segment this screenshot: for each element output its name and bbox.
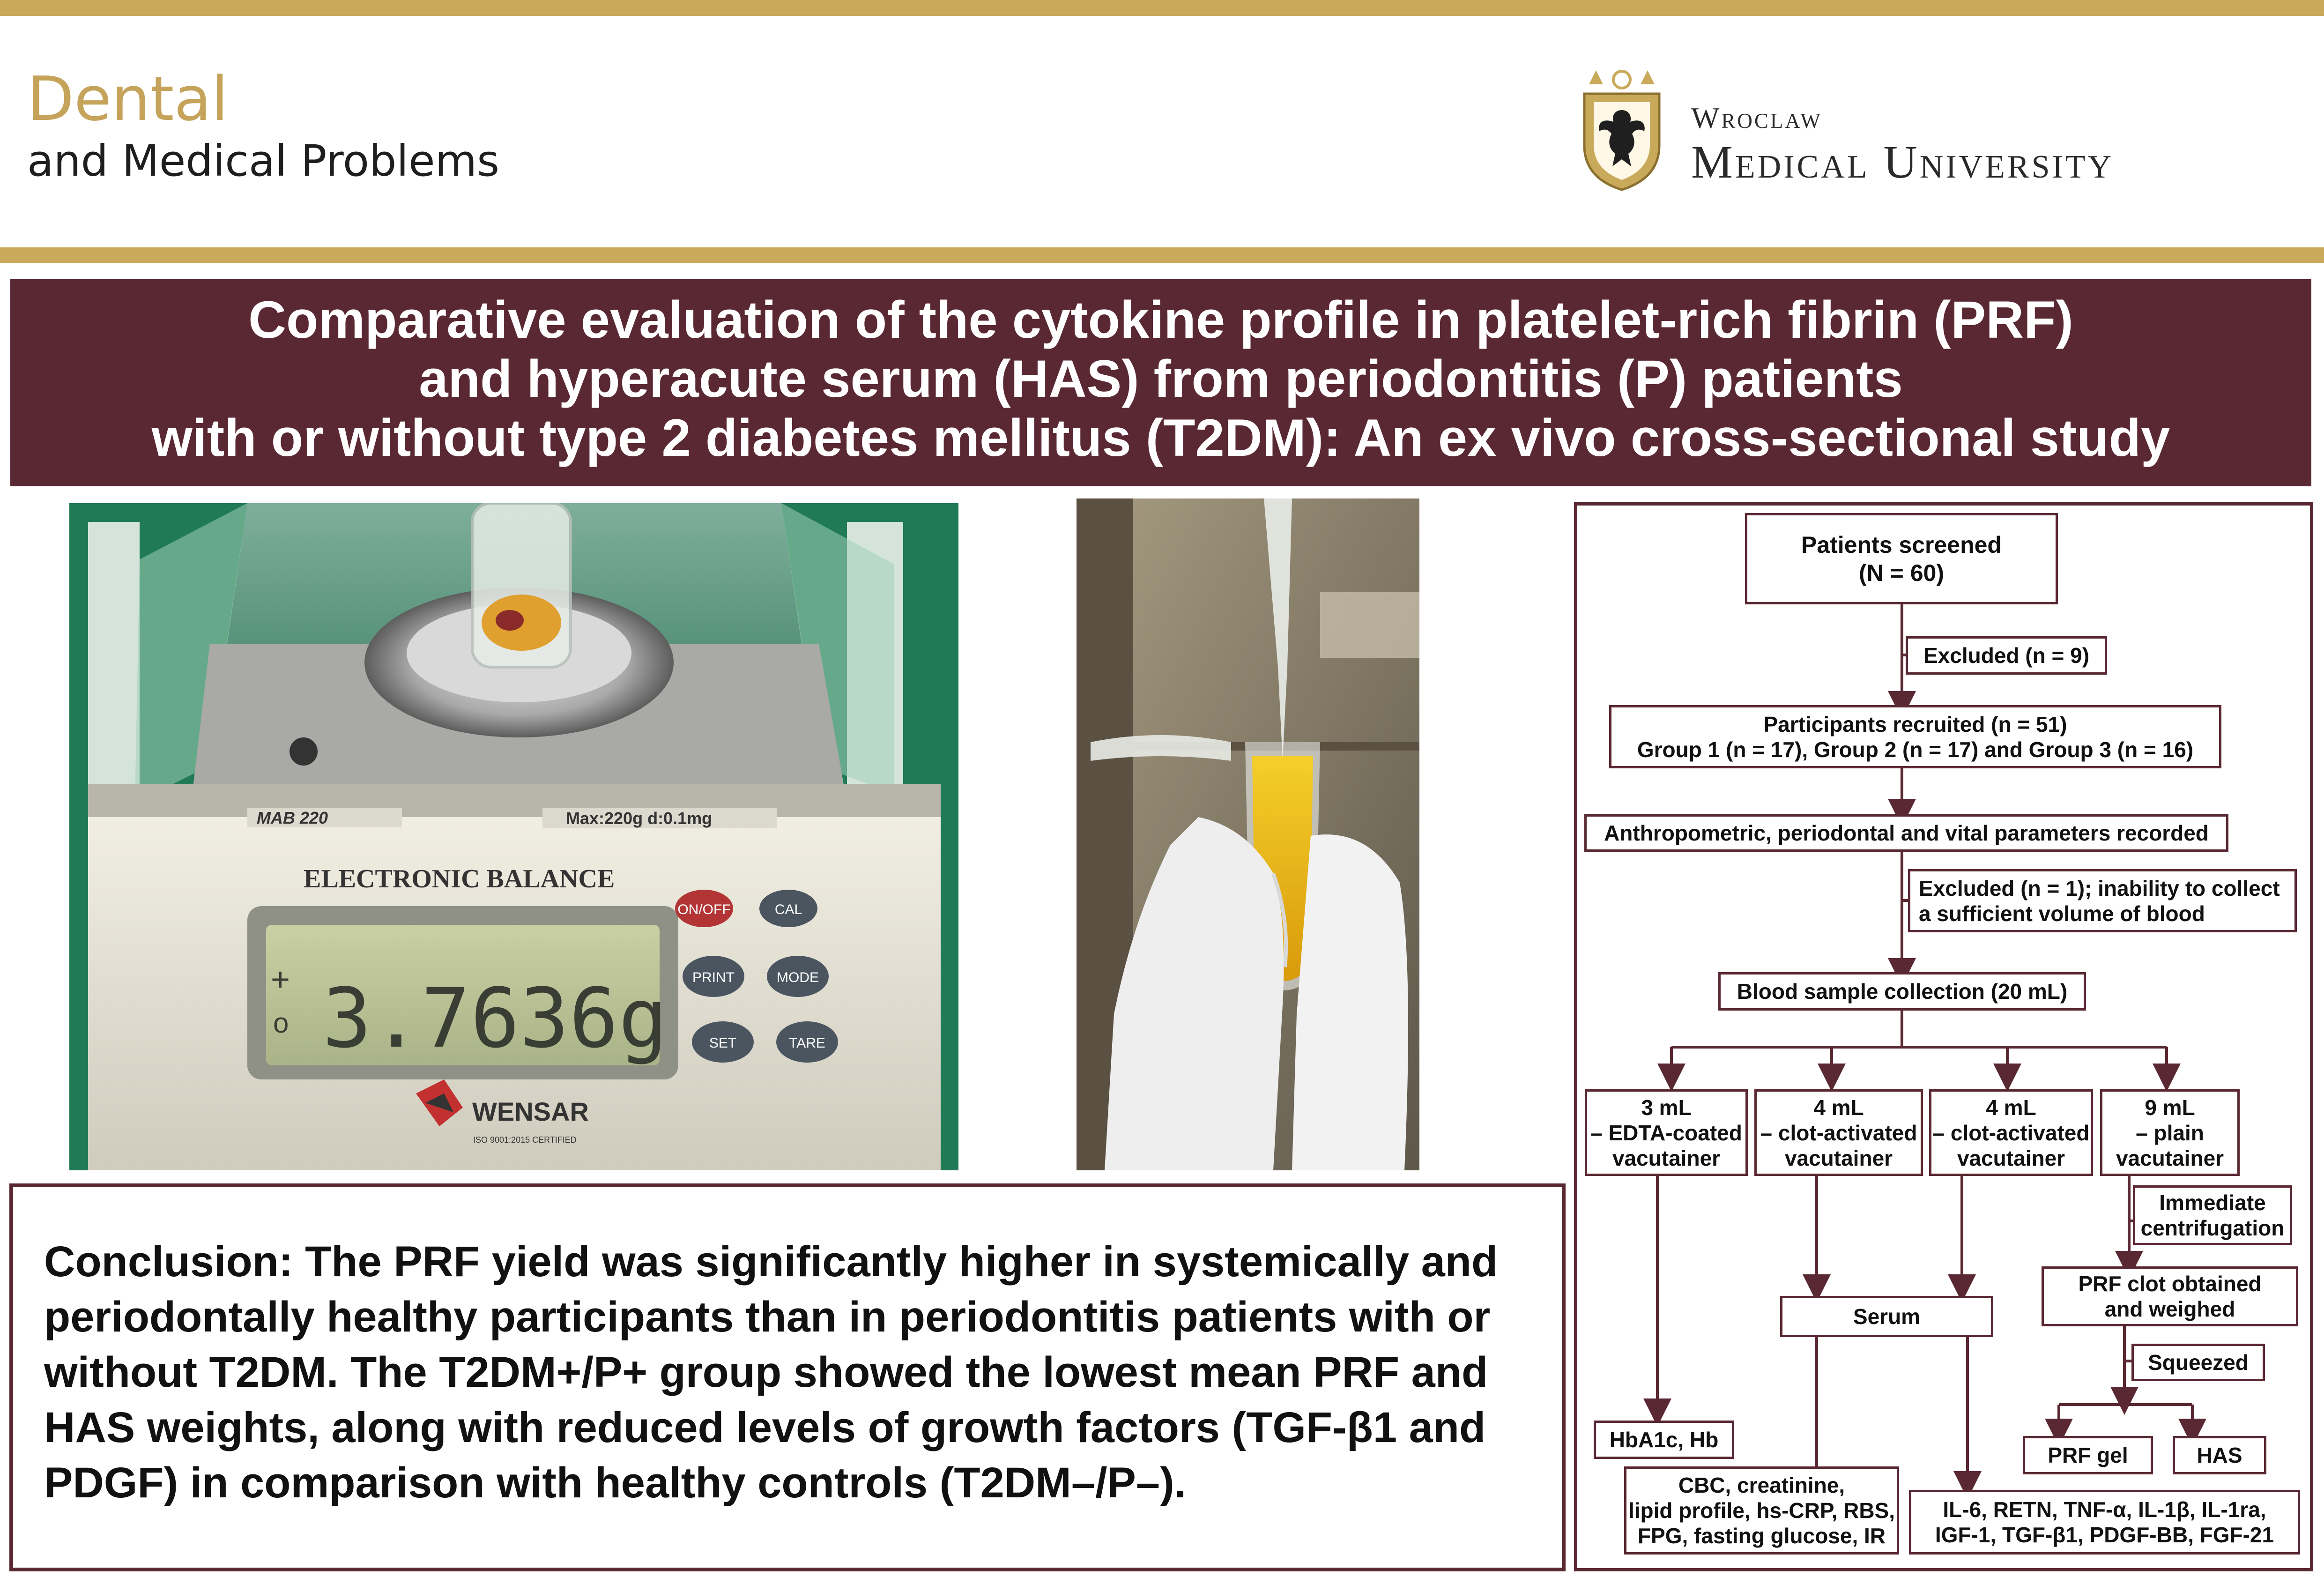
balance-spec-text: Max:220g d:0.1mg: [566, 809, 713, 828]
patients-screened-box: Patients screened (N = 60): [1745, 513, 2058, 604]
top-gold-bar: [0, 0, 2324, 16]
tube-clot-2-box: 4 mL – clot-activated vacutainer: [1929, 1089, 2093, 1176]
blood-collection-box: Blood sample collection (20 mL): [1718, 972, 2086, 1011]
balance-reading-text: 3.7636g: [322, 971, 668, 1066]
svg-text:MODE: MODE: [777, 970, 819, 985]
svg-text:SET: SET: [709, 1035, 737, 1051]
tube-clot-1-box: 4 mL – clot-activated vacutainer: [1754, 1089, 1923, 1176]
parameters-recorded-box: Anthropometric, periodontal and vital parameters recorded: [1584, 814, 2228, 852]
prf-clot-box: PRF clot obtained and weighed: [2042, 1266, 2298, 1326]
svg-text:CAL: CAL: [774, 902, 802, 917]
pipette-tube-photo: [1077, 498, 1419, 1170]
title-line1: Comparative evaluation of the cytokine profile in platelet-rich fibrin (PRF): [248, 290, 2073, 349]
eagle-crest-icon: [1575, 66, 1669, 192]
title-line3: with or without type 2 diabetes mellitus (T2DM): An ex vivo cross-sectional study: [151, 409, 2170, 467]
cytokines-box: IL-6, RETN, TNF-α, IL-1β, IL-1ra, IGF-1, TGF-β1, PDGF-BB, FGF-21: [1909, 1490, 2300, 1555]
university-name-line1: Wroclaw: [1691, 101, 1822, 134]
tube-edta-box: 3 mL – EDTA-coated vacutainer: [1585, 1089, 1748, 1176]
svg-text:+: +: [271, 961, 290, 997]
participants-recruited-box: Participants recruited (n = 51) Group 1 (n = 17), Group 2 (n = 17) and Group 3 (n = 16): [1609, 705, 2221, 768]
hba1c-box: HbA1c, Hb: [1594, 1421, 1734, 1459]
balance-label-text: ELECTRONIC BALANCE: [304, 864, 615, 893]
prf-gel-box: PRF gel: [2023, 1436, 2153, 1474]
tube-plain-box: 9 mL – plain vacutainer: [2100, 1089, 2240, 1176]
header-divider-bar: [0, 247, 2324, 263]
balance-model-text: MAB 220: [257, 808, 328, 827]
svg-text:o: o: [273, 1007, 289, 1039]
serum-box: Serum: [1780, 1296, 1993, 1337]
journal-title-line1: Dental: [27, 63, 229, 134]
excluded-2-box: Excluded (n = 1); inability to collect a sufficient volume of blood: [1908, 869, 2297, 932]
pipette-illustration: [1077, 498, 1419, 1170]
journal-title-line2: and Medical Problems: [27, 136, 500, 186]
svg-text:TARE: TARE: [789, 1035, 825, 1051]
excluded-1-box: Excluded (n = 9): [1906, 636, 2107, 675]
centrifugation-box: Immediate centrifugation: [2133, 1185, 2292, 1245]
electronic-balance-photo: [69, 503, 958, 1170]
cbc-tests-box: CBC, creatinine, lipid profile, hs-CRP, RBS, FPG, fasting glucose, IR: [1624, 1466, 1899, 1555]
balance-illustration: [69, 503, 958, 1170]
title-banner: [10, 279, 2311, 486]
has-box: HAS: [2173, 1436, 2266, 1474]
svg-text:ON/OFF: ON/OFF: [677, 902, 731, 917]
balance-brand-sub: ISO 9001:2015 CERTIFIED: [473, 1135, 577, 1145]
svg-text:PRINT: PRINT: [692, 970, 735, 985]
balance-brand-text: WENSAR: [472, 1097, 589, 1126]
squeezed-box: Squeezed: [2131, 1344, 2265, 1381]
conclusion-text: Conclusion: The PRF yield was significantly higher in systemically and periodontally healthy participants than in periodontitis patients with or without T2DM. The T2DM+/P+ group showed the lowest mean PRF and HAS weights, along with reduced levels of growth factors (TGF-β1 and PDGF) in comparison with healthy controls (T2DM–/P–).: [44, 1238, 1498, 1507]
university-name-line2: Medical University: [1691, 136, 2114, 188]
conclusion-box: [9, 1183, 1566, 1571]
title-line2: and hyperacute serum (HAS) from periodontitis (P) patients: [419, 350, 1903, 408]
